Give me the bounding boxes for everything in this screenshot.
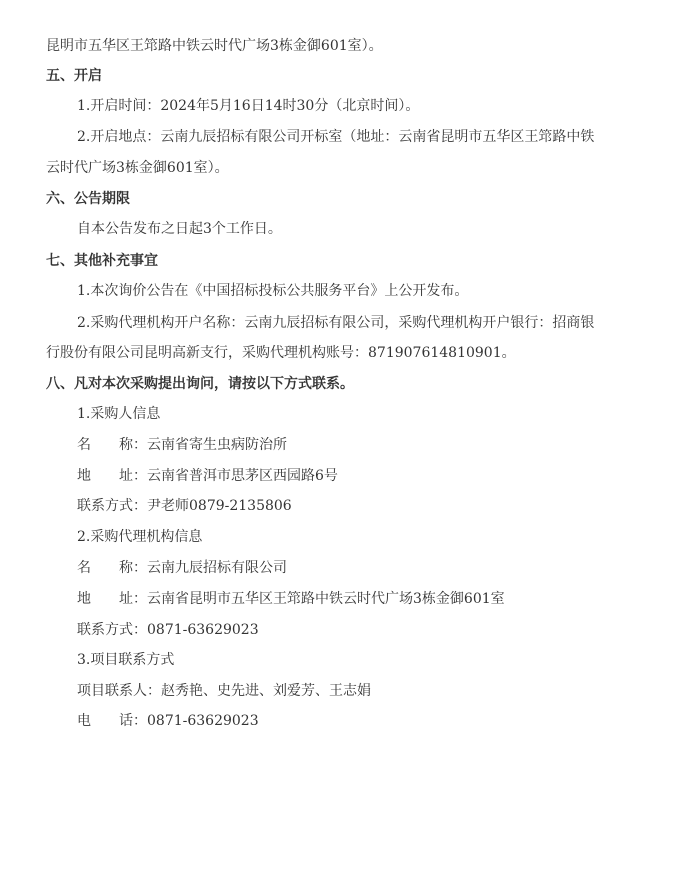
text-line-agency-info-title: 2.采购代理机构信息 (77, 529, 203, 545)
text-line-bank-account-name: 2.采购代理机构开户名称：云南九辰招标有限公司，采购代理机构开户银行：招商银 (77, 315, 595, 331)
text-line-project-phone: 电 话：0871-63629023 (77, 713, 259, 729)
text-line-announcement-period: 自本公告发布之日起3个工作日。 (77, 221, 282, 237)
text-line-bank-account-number: 行股份有限公司昆明高新支行，采购代理机构账号：871907614810901。 (46, 345, 516, 361)
text-line-purchaser-contact: 联系方式：尹老师0879-2135806 (77, 498, 292, 514)
text-line-purchaser-name: 名 称：云南省寄生虫病防治所 (77, 437, 287, 453)
text-line-opening-time: 1.开启时间：2024年5月16日14时30分（北京时间）。 (77, 98, 420, 114)
section-heading-opening: 五、开启 (46, 68, 102, 84)
text-line-agency-contact: 联系方式：0871-63629023 (77, 622, 259, 638)
text-line-agency-address: 地 址：云南省昆明市五华区王筇路中铁云时代广场3栋金御601室 (77, 591, 505, 607)
text-line-publish-platform: 1.本次询价公告在《中国招标投标公共服务平台》上公开发布。 (77, 283, 469, 299)
text-line-agency-name: 名 称：云南九辰招标有限公司 (77, 560, 287, 576)
section-heading-announcement-period: 六、公告期限 (46, 191, 130, 207)
text-line-opening-location: 2.开启地点：云南九辰招标有限公司开标室（地址：云南省昆明市五华区王筇路中铁 (77, 129, 595, 145)
text-line-opening-location-continued: 云时代广场3栋金御601室）。 (46, 160, 229, 176)
text-line-project-contact-title: 3.项目联系方式 (77, 652, 175, 668)
text-line-project-contact-people: 项目联系人：赵秀艳、史先进、刘爱芳、王志娟 (77, 683, 371, 699)
section-heading-other-matters: 七、其他补充事宜 (46, 253, 158, 269)
section-heading-contact: 八、凡对本次采购提出询问，请按以下方式联系。 (46, 376, 354, 392)
text-line-address-continued: 昆明市五华区王筇路中铁云时代广场3栋金御601室）。 (46, 38, 383, 54)
text-line-purchaser-info-title: 1.采购人信息 (77, 406, 161, 422)
text-line-purchaser-address: 地 址：云南省普洱市思茅区西园路6号 (77, 468, 338, 484)
